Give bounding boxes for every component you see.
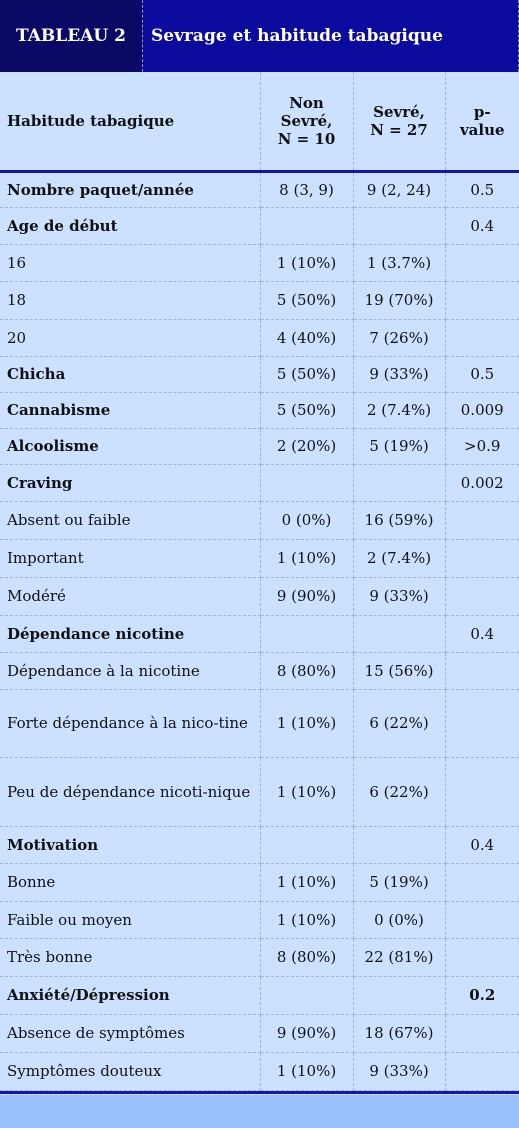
cell-weaned: 2 (7.4%) [353,392,445,428]
table-row [0,976,519,1014]
cell-not-weaned [260,464,353,501]
row-label: Symptômes douteux [0,1052,260,1090]
cell-weaned: 2 (7.4%) [353,539,445,577]
table-row [0,171,519,207]
header-habit: Habitude tabagique [0,72,260,171]
cell-weaned: 9 (33%) [353,577,445,615]
row-label: Dépendance nicotine [0,615,260,652]
cell-not-weaned: 1 (10%) [260,539,353,577]
row-label: 18 [0,281,260,319]
table-header-row [0,72,519,171]
cell-weaned: 15 (56%) [353,652,445,689]
cell-p-value: 0.009 [445,392,519,428]
table-row [0,1052,519,1090]
cell-not-weaned: 4 (40%) [260,319,353,356]
cell-weaned: 6 (22%) [353,757,445,826]
table-title-bar [0,0,519,72]
row-label: Faible ou moyen [0,901,260,938]
cell-not-weaned: 5 (50%) [260,392,353,428]
cell-p-value: 0.4 [445,615,519,652]
cell-weaned: 9 (33%) [353,356,445,392]
cell-not-weaned [260,615,353,652]
cell-p-value: 0.002 [445,464,519,501]
cell-p-value [445,863,519,901]
cell-p-value [445,757,519,826]
row-label: Bonne [0,863,260,901]
row-label: Motivation [0,826,260,863]
cell-not-weaned: 1 (10%) [260,863,353,901]
cell-p-value [445,938,519,976]
cell-p-value [445,244,519,281]
row-label: Forte dépendance à la nico-tine [0,689,260,757]
cell-weaned: 0 (0%) [353,901,445,938]
row-label: Anxiété/Dépression [0,976,260,1014]
cell-not-weaned: 8 (3, 9) [260,171,353,207]
table-title: Sevrage et habitude tabagique [143,0,519,72]
table-row [0,863,519,901]
table-body [0,171,519,1090]
cell-p-value [445,1014,519,1052]
table-row [0,207,519,244]
cell-weaned: 22 (81%) [353,938,445,976]
header-not-weaned-line1: Non [289,93,324,112]
cell-weaned: 9 (2, 24) [353,171,445,207]
table-row [0,356,519,392]
table-row [0,652,519,689]
cell-weaned: 7 (26%) [353,319,445,356]
cell-p-value: 0.5 [445,356,519,392]
cell-not-weaned: 1 (10%) [260,757,353,826]
table-row [0,428,519,464]
table-row [0,281,519,319]
cell-p-value: 0.4 [445,826,519,863]
cell-p-value: 0.5 [445,171,519,207]
table-row [0,577,519,615]
cell-not-weaned [260,207,353,244]
row-label: Craving [0,464,260,501]
cell-p-value [445,281,519,319]
row-label: Cannabisme [0,392,260,428]
header-not-weaned [260,72,353,171]
row-label: Modéré [0,577,260,615]
table-row [0,392,519,428]
row-label: Alcoolisme [0,428,260,464]
cell-not-weaned: 8 (80%) [260,652,353,689]
cell-weaned: 5 (19%) [353,863,445,901]
row-label: Age de début [0,207,260,244]
row-label: Absence de symptômes [0,1014,260,1052]
row-label: Dépendance à la nicotine [0,652,260,689]
cell-not-weaned [260,976,353,1014]
cell-weaned: 18 (67%) [353,1014,445,1052]
cell-weaned [353,207,445,244]
row-label: Très bonne [0,938,260,976]
cell-weaned: 16 (59%) [353,501,445,539]
cell-weaned: 1 (3.7%) [353,244,445,281]
header-p-value-line2: value [459,120,505,139]
table-row [0,689,519,757]
cell-p-value [445,319,519,356]
table-row [0,615,519,652]
cell-weaned: 9 (33%) [353,1052,445,1090]
cell-not-weaned: 2 (20%) [260,428,353,464]
table-row [0,938,519,976]
cell-not-weaned: 1 (10%) [260,244,353,281]
table-row [0,244,519,281]
row-label: Peu de dépendance nicoti-nique [0,757,260,826]
cell-p-value: 0.2 [445,976,519,1014]
cell-weaned [353,826,445,863]
footer-band [0,1095,519,1128]
cell-not-weaned: 1 (10%) [260,1052,353,1090]
cell-not-weaned: 9 (90%) [260,577,353,615]
header-not-weaned-line2: Sevré, [280,111,333,130]
cell-weaned [353,464,445,501]
cell-not-weaned: 9 (90%) [260,1014,353,1052]
cell-weaned: 19 (70%) [353,281,445,319]
cell-weaned [353,976,445,1014]
cell-weaned: 6 (22%) [353,689,445,757]
cell-p-value [445,539,519,577]
table-row [0,757,519,826]
table-row [0,826,519,863]
row-label: Important [0,539,260,577]
cell-weaned: 5 (19%) [353,428,445,464]
cell-p-value: >0.9 [445,428,519,464]
cell-p-value [445,901,519,938]
table-row [0,501,519,539]
bottom-rule [0,1091,519,1094]
cell-not-weaned: 8 (80%) [260,938,353,976]
table-row [0,464,519,501]
header-p-value-line1: p- [473,102,491,121]
table-row [0,539,519,577]
row-label: Absent ou faible [0,501,260,539]
row-label: Nombre paquet/année [0,171,260,207]
table-row [0,319,519,356]
cell-not-weaned [260,826,353,863]
smoking-habits-table [0,72,519,1091]
table-row [0,1014,519,1052]
cell-p-value [445,652,519,689]
header-weaned-line1: Sevré, [373,102,425,121]
row-label: 16 [0,244,260,281]
cell-not-weaned: 5 (50%) [260,281,353,319]
cell-p-value [445,1052,519,1090]
table-number: TABLEAU 2 [0,0,143,72]
cell-weaned [353,615,445,652]
cell-not-weaned: 1 (10%) [260,901,353,938]
header-weaned [353,72,445,171]
header-weaned-line2: N = 27 [370,120,428,139]
cell-not-weaned: 1 (10%) [260,689,353,757]
row-label: 20 [0,319,260,356]
table-row [0,901,519,938]
cell-not-weaned: 0 (0%) [260,501,353,539]
cell-p-value [445,689,519,757]
header-not-weaned-line3: N = 10 [277,129,336,148]
cell-not-weaned: 5 (50%) [260,356,353,392]
header-p-value [445,72,519,171]
cell-p-value: 0.4 [445,207,519,244]
row-label: Chicha [0,356,260,392]
cell-p-value [445,501,519,539]
cell-p-value [445,577,519,615]
